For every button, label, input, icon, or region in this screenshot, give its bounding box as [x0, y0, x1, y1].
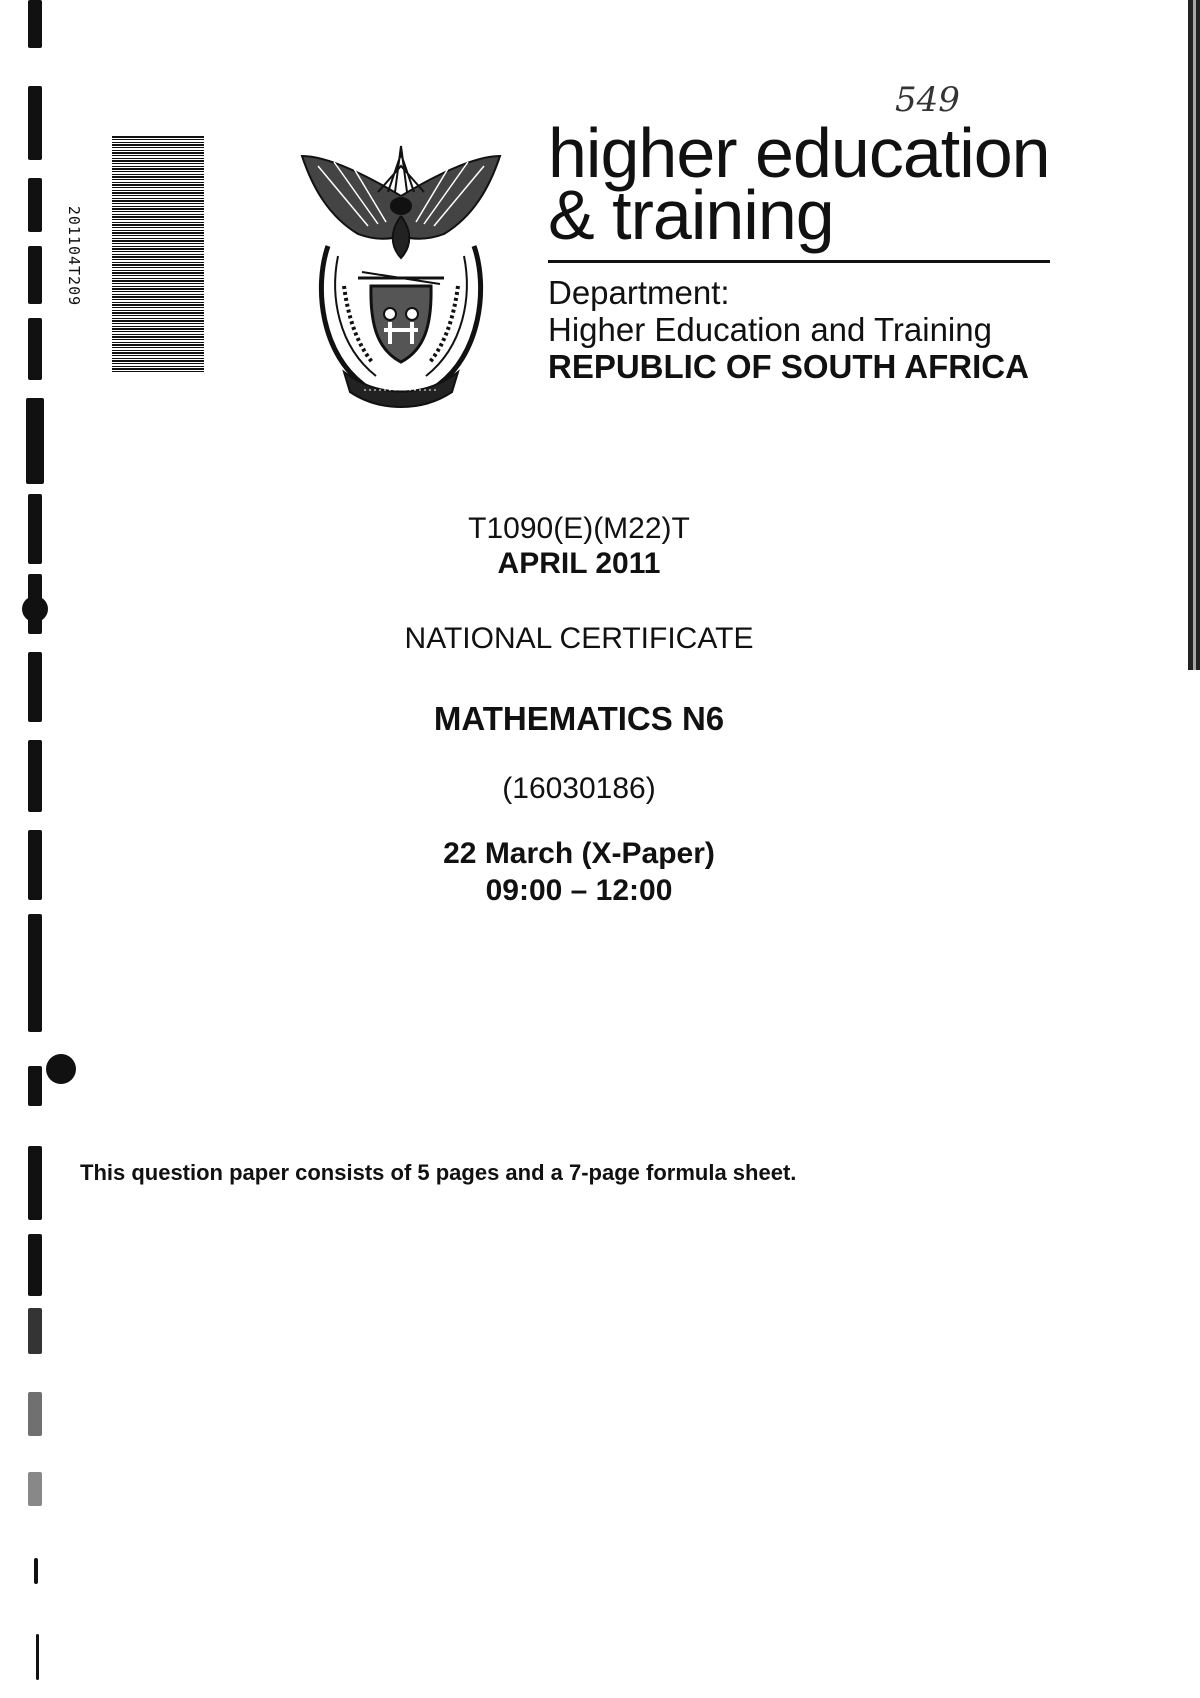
- exam-date: 22 March (X-Paper): [443, 837, 715, 870]
- scan-edge-highlight: [1193, 0, 1196, 670]
- barcode: [112, 136, 204, 374]
- handwritten-mark: 549: [895, 80, 960, 120]
- exam-time: 09:00 – 12:00: [485, 874, 673, 907]
- country-name: REPUBLIC OF SOUTH AFRICA: [548, 348, 1029, 385]
- department-block: [548, 274, 1029, 385]
- brand-line-1: higher education: [548, 114, 1050, 192]
- brand-wordmark: [548, 114, 1050, 254]
- paper-code: T1090(E)(M22)T: [468, 512, 690, 545]
- subject-code: (16030186): [502, 772, 656, 805]
- page-count-note: This question paper consists of 5 pages and a 7-page formula sheet.: [80, 1160, 797, 1185]
- brand-line-2: & training: [548, 176, 834, 254]
- department-label: Department:: [548, 274, 730, 311]
- certificate-title: NATIONAL CERTIFICATE: [404, 622, 754, 655]
- exam-session: APRIL 2011: [497, 547, 661, 580]
- barcode-number: 201104T209: [65, 205, 83, 307]
- brand-divider: [548, 260, 1050, 263]
- coat-of-arms-logo: [298, 136, 504, 414]
- department-name: Higher Education and Training: [548, 311, 992, 348]
- subject-title: MATHEMATICS N6: [433, 700, 725, 737]
